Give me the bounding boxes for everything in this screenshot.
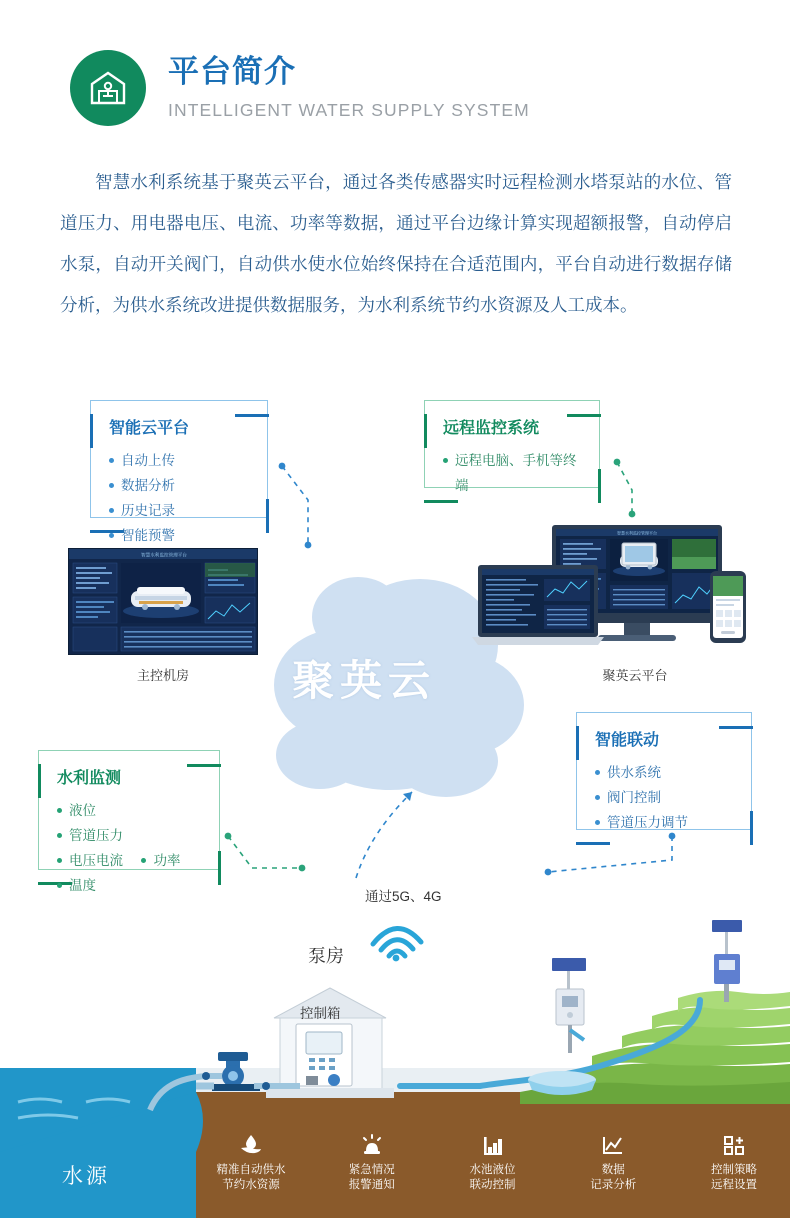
list-item: 阀门控制 (595, 785, 661, 810)
remote-settings-icon (678, 1132, 790, 1158)
card-items-row (443, 448, 599, 498)
feature-remote-settings (678, 1132, 790, 1193)
feature-data-analysis (557, 1132, 669, 1193)
card-corner-accent (576, 726, 579, 760)
feature-label (195, 1163, 307, 1193)
card-corner-accent (266, 499, 269, 533)
list-item: 历史记录 (109, 498, 175, 523)
card-title: 远程监控系统 (443, 420, 540, 437)
card-corner-accent (598, 469, 601, 503)
card-corner-accent (719, 726, 753, 729)
chart-analysis-icon (557, 1132, 669, 1158)
list-item: 功率 (141, 848, 180, 873)
card-items-row (57, 798, 219, 848)
card-corner-accent (424, 414, 427, 448)
feature-line1: 数据 (601, 1164, 625, 1176)
card-corner-accent (218, 851, 221, 885)
card-corner-accent (38, 764, 41, 798)
card-items-row (595, 760, 751, 810)
water-level-icon (437, 1132, 549, 1158)
feature-line2: 远程设置 (711, 1179, 757, 1191)
cloud-label: 聚英云 (292, 657, 437, 704)
feature-line2: 联动控制 (469, 1179, 516, 1191)
card-smart-linkage (576, 712, 752, 830)
page-subtitle: INTELLIGENT WATER SUPPLY SYSTEM (168, 99, 530, 120)
page-header (70, 50, 530, 126)
feature-label (316, 1163, 428, 1193)
list-item: 数据分析 (109, 473, 175, 498)
feature-line1: 精准自动供水 (216, 1164, 286, 1176)
feature-label (437, 1163, 549, 1193)
card-cloud-platform (90, 400, 268, 543)
list-item: 温度 (57, 873, 96, 898)
water-plant-icon (70, 50, 146, 126)
label-water-source: 水源 (62, 1165, 110, 1188)
card-title: 智能云平台 (109, 420, 190, 437)
feature-strip (195, 1132, 790, 1206)
card-corner-accent (576, 842, 610, 845)
page-title: 平台简介 (168, 54, 296, 90)
list-item: 自动上传 (109, 448, 175, 473)
label-pump-house: 泵房 (308, 946, 344, 966)
intro-paragraph: 智慧水利系统基于聚英云平台，通过各类传感器实时远程检测水塔泵站的水位、管道压力、用电器电压、电流、功率等数据，通过平台边缘计算实现超额报警，自动停启水泵，自动开关阀门，自动供水使水位始终保持在合适范围内，平台自动进行数据存储分析，为供水系统改进提供数据服务，为水利系统节约水资源及人工成本。 (60, 172, 732, 315)
card-title: 智能联动 (595, 732, 660, 749)
card-items-row (109, 498, 267, 548)
list-item: 电压电流 (57, 848, 123, 873)
caption-main-room: 主控机房 (136, 668, 189, 683)
svg-text:智慧水利监控管理平台: 智慧水利监控管理平台 (617, 530, 657, 536)
label-control-box: 控制箱 (300, 1006, 341, 1021)
card-water-monitor (38, 750, 220, 893)
card-remote-monitor (424, 400, 600, 493)
card-items-row (109, 448, 267, 498)
svg-text:智慧水利监控管理平台: 智慧水利监控管理平台 (141, 552, 187, 558)
card-items-row (57, 873, 219, 898)
feature-line2: 报警通知 (348, 1179, 395, 1191)
feature-auto-supply (195, 1132, 307, 1193)
card-corner-accent (567, 414, 601, 417)
alarm-light-icon (316, 1132, 428, 1158)
feature-line2: 节约水资源 (222, 1179, 280, 1191)
list-item: 智能预警 (109, 523, 175, 548)
label-network: 通过5G、4G (365, 889, 442, 904)
list-item: 供水系统 (595, 760, 671, 785)
card-corner-accent (424, 500, 458, 503)
feature-label (557, 1163, 669, 1193)
hand-water-drop-icon (195, 1132, 307, 1158)
feature-line1: 控制策略 (711, 1164, 757, 1176)
list-item: 管道压力调节 (595, 810, 688, 835)
card-items-row (57, 848, 219, 873)
card-corner-accent (750, 811, 753, 845)
feature-line2: 记录分析 (590, 1179, 637, 1191)
caption-cloud-platform: 聚英云平台 (602, 668, 668, 683)
list-item: 管道压力 (57, 823, 123, 848)
card-items-row (595, 810, 751, 835)
list-item: 远程电脑、手机等终端 (443, 448, 585, 498)
cloud-platform-devices (472, 525, 750, 660)
card-corner-accent (187, 764, 221, 767)
card-corner-accent (90, 414, 93, 448)
feature-alarm (316, 1132, 428, 1193)
card-corner-accent (235, 414, 269, 417)
feature-line1: 水池液位 (469, 1164, 516, 1176)
list-item: 液位 (57, 798, 123, 823)
feature-water-level (437, 1132, 549, 1193)
feature-label (678, 1163, 790, 1193)
wifi-icon (368, 918, 426, 967)
main-control-room-screenshot (68, 548, 258, 655)
card-title: 水利监测 (57, 770, 122, 787)
feature-line1: 紧急情况 (348, 1164, 395, 1176)
